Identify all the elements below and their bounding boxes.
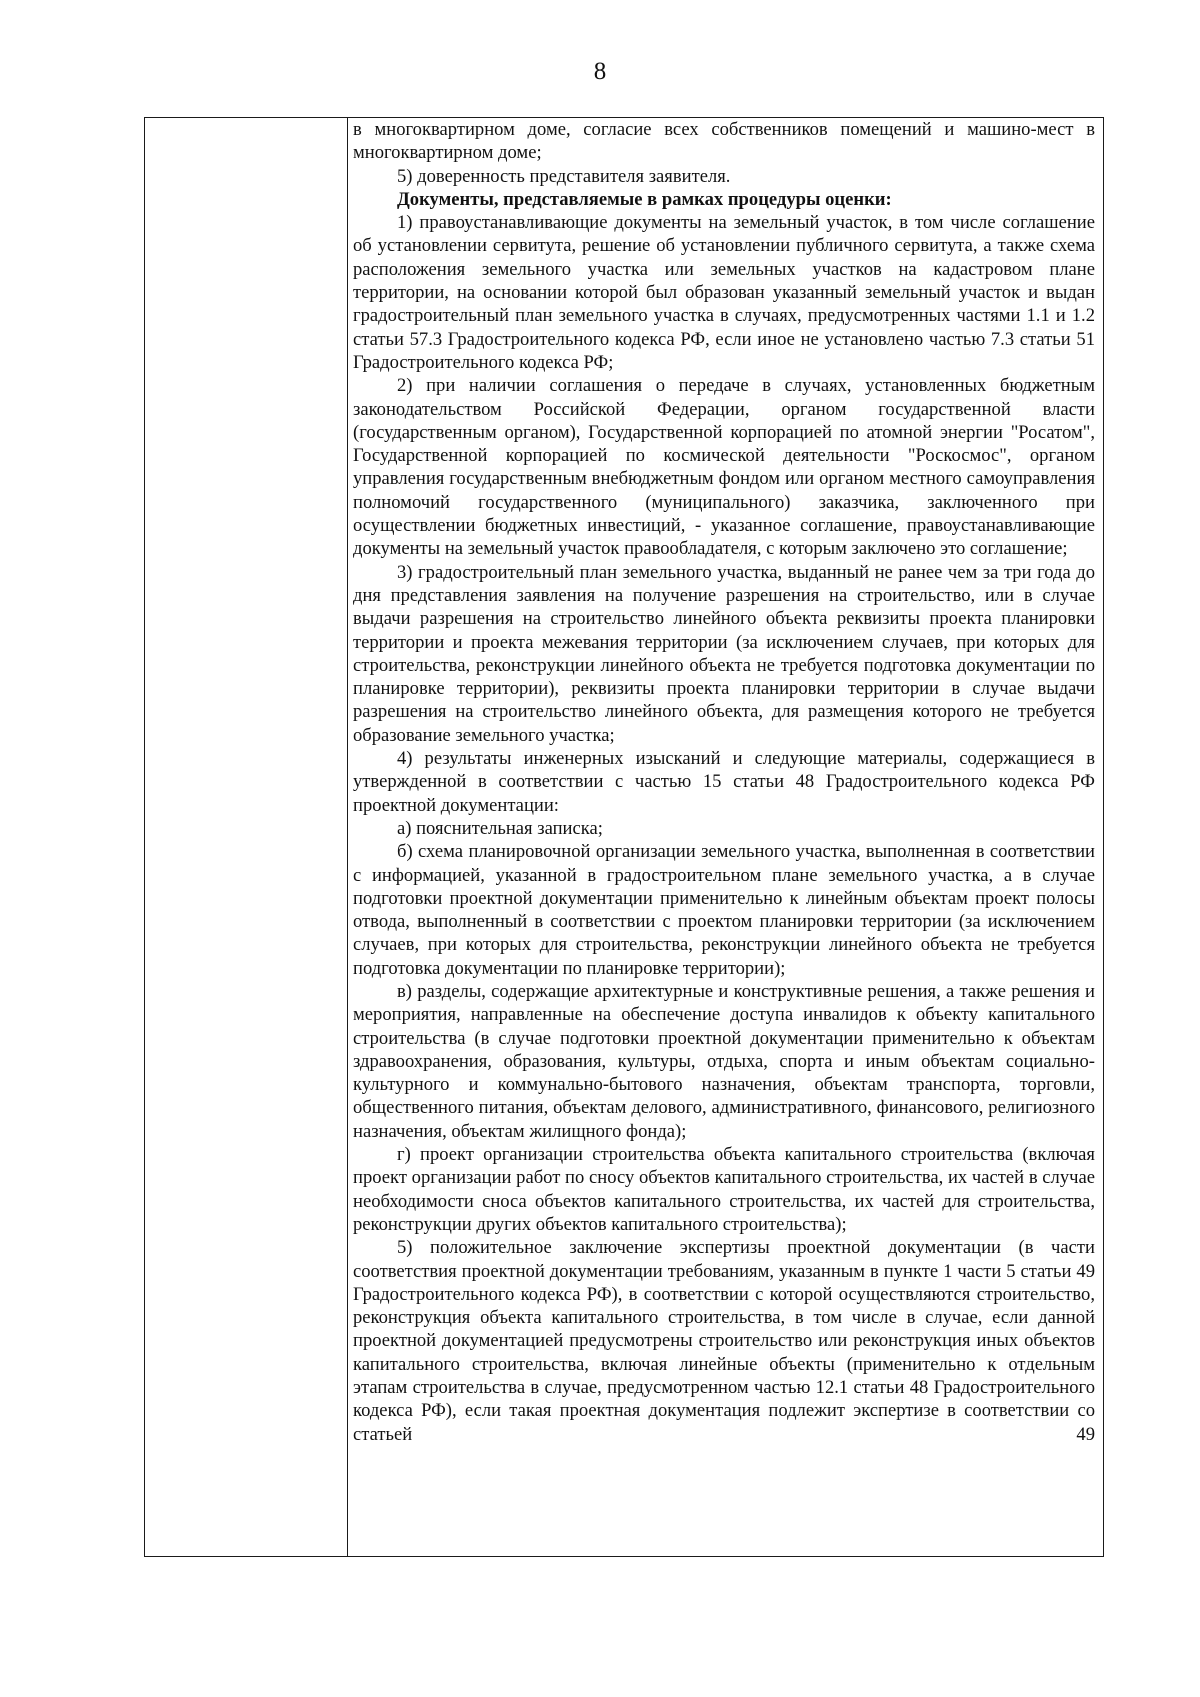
content-table [144, 117, 1104, 1557]
sub-list-item: г) проект организации строительства объекта капитального строительства (включая проект организации работ по сносу объектов капитального строительства, их частей в случае необходимости сноса объектов капитального строительства, их частей для строительства, реконструкции других объектов капитального строительства); [353, 1144, 1095, 1235]
list-item: 3) градостроительный план земельного участка, выданный не ранее чем за три года до дня представления заявления на получение разрешения на строительство, или в случае выдачи разрешения на строительство линейного объекта реквизиты проекта планировки территории и проекта межевания территории (за исключением случаев, при которых для строительства, реконструкции линейного объекта не требуется подготовка документации по планировке территории), реквизиты проекта планировки территории в случае выдачи разрешения на строительство линейного объекта, для размещения которого не требуется образование земельного участка; [353, 561, 1095, 746]
continuation-text: в многоквартирном доме, согласие всех собственников помещений и машино-мест в многоквартирном доме; [353, 119, 1095, 164]
column-divider [347, 118, 348, 1556]
page-number: 8 [593, 58, 607, 85]
sub-list-item: б) схема планировочной организации земельного участка, выполненная в соответствии с информацией, указанной в градостроительном плане земельного участка, а в случае подготовки проектной документации применительно к линейным объектам проект полосы отвода, выполненный в соответствии с проектом планировки территории (за исключением случаев, при которых для строительства, реконструкции линейного объекта не требуется подготовка документации по планировке территории); [353, 841, 1095, 979]
left-table-cell [145, 118, 347, 1556]
list-item: 1) правоустанавливающие документы на земельный участок, в том числе соглашение об установлении сервитута, решение об установлении публичного сервитута, а также схема расположения земельного участка или земельных участков на кадастровом плане территории, на основании которой был образован указанный земельный участок и выдан градостроительный план земельного участка в случаях, предусмотренных частями 1.1 и 1.2 статьи 57.3 Градостроительного кодекса РФ, если иное не установлено частью 7.3 статьи 51 Градостроительного кодекса РФ; [353, 212, 1095, 373]
right-table-cell [353, 118, 1095, 1446]
list-item: 2) при наличии соглашения о передаче в случаях, установленных бюджетным законодательством Российской Федерации, органом государственной власти (государственным органом), Государственной корпорацией по атомной энергии "Росатом", Государственной корпорацией по космической деятельности "Роскосмос", органом управления государственным внебюджетным фондом или органом местного самоуправления полномочий государственного (муниципального) заказчика, заключенного при осуществлении бюджетных инвестиций, - указанное соглашение, правоустанавливающие документы на земельный участок правообладателя, с которым заключено это соглашение; [353, 375, 1095, 560]
list-item: 4) результаты инженерных изысканий и следующие материалы, содержащиеся в утвержденной в соответствии с частью 15 статьи 48 Градостроительного кодекса РФ проектной документации: [353, 748, 1095, 816]
power-of-attorney-item: 5) доверенность представителя заявителя. [397, 165, 731, 187]
sub-list-item: в) разделы, содержащие архитектурные и конструктивные решения, а также решения и мероприятия, направленные на обеспечение доступа инвалидов к объекту капитального строительства (в случае подготовки проектной документации применительно к объектам здравоохранения, образования, культуры, отдыха, спорта и иным объектам социально-культурного и коммунально-бытового назначения, объектам транспорта, торговли, общественного питания, объектам делового, административного, финансового, религиозного назначения, объектам жилищного фонда); [353, 980, 1095, 1142]
list-item: 5) положительное заключение экспертизы проектной документации (в части соответствия проектной документации требованиям, указанным в пункте 1 части 5 статьи 49 Градостроительного кодекса РФ), в соответствии с которой осуществляются строительство, реконструкция объекта капитального строительства, в том числе в случае, если данной проектной документацией предусмотрены строительство или реконструкция иных объектов капитального строительства, включая линейные объекты (применительно к отдельным этапам строительства в случае, предусмотренном частью 12.1 статьи 48 Градостроительного кодекса РФ), если такая проектная документация подлежит экспертизе в соответствии со статьей 49 [353, 1237, 1095, 1445]
sub-list-item: а) пояснительная записка; [397, 817, 603, 839]
section-heading: Документы, представляемые в рамках процедуры оценки: [397, 188, 892, 210]
